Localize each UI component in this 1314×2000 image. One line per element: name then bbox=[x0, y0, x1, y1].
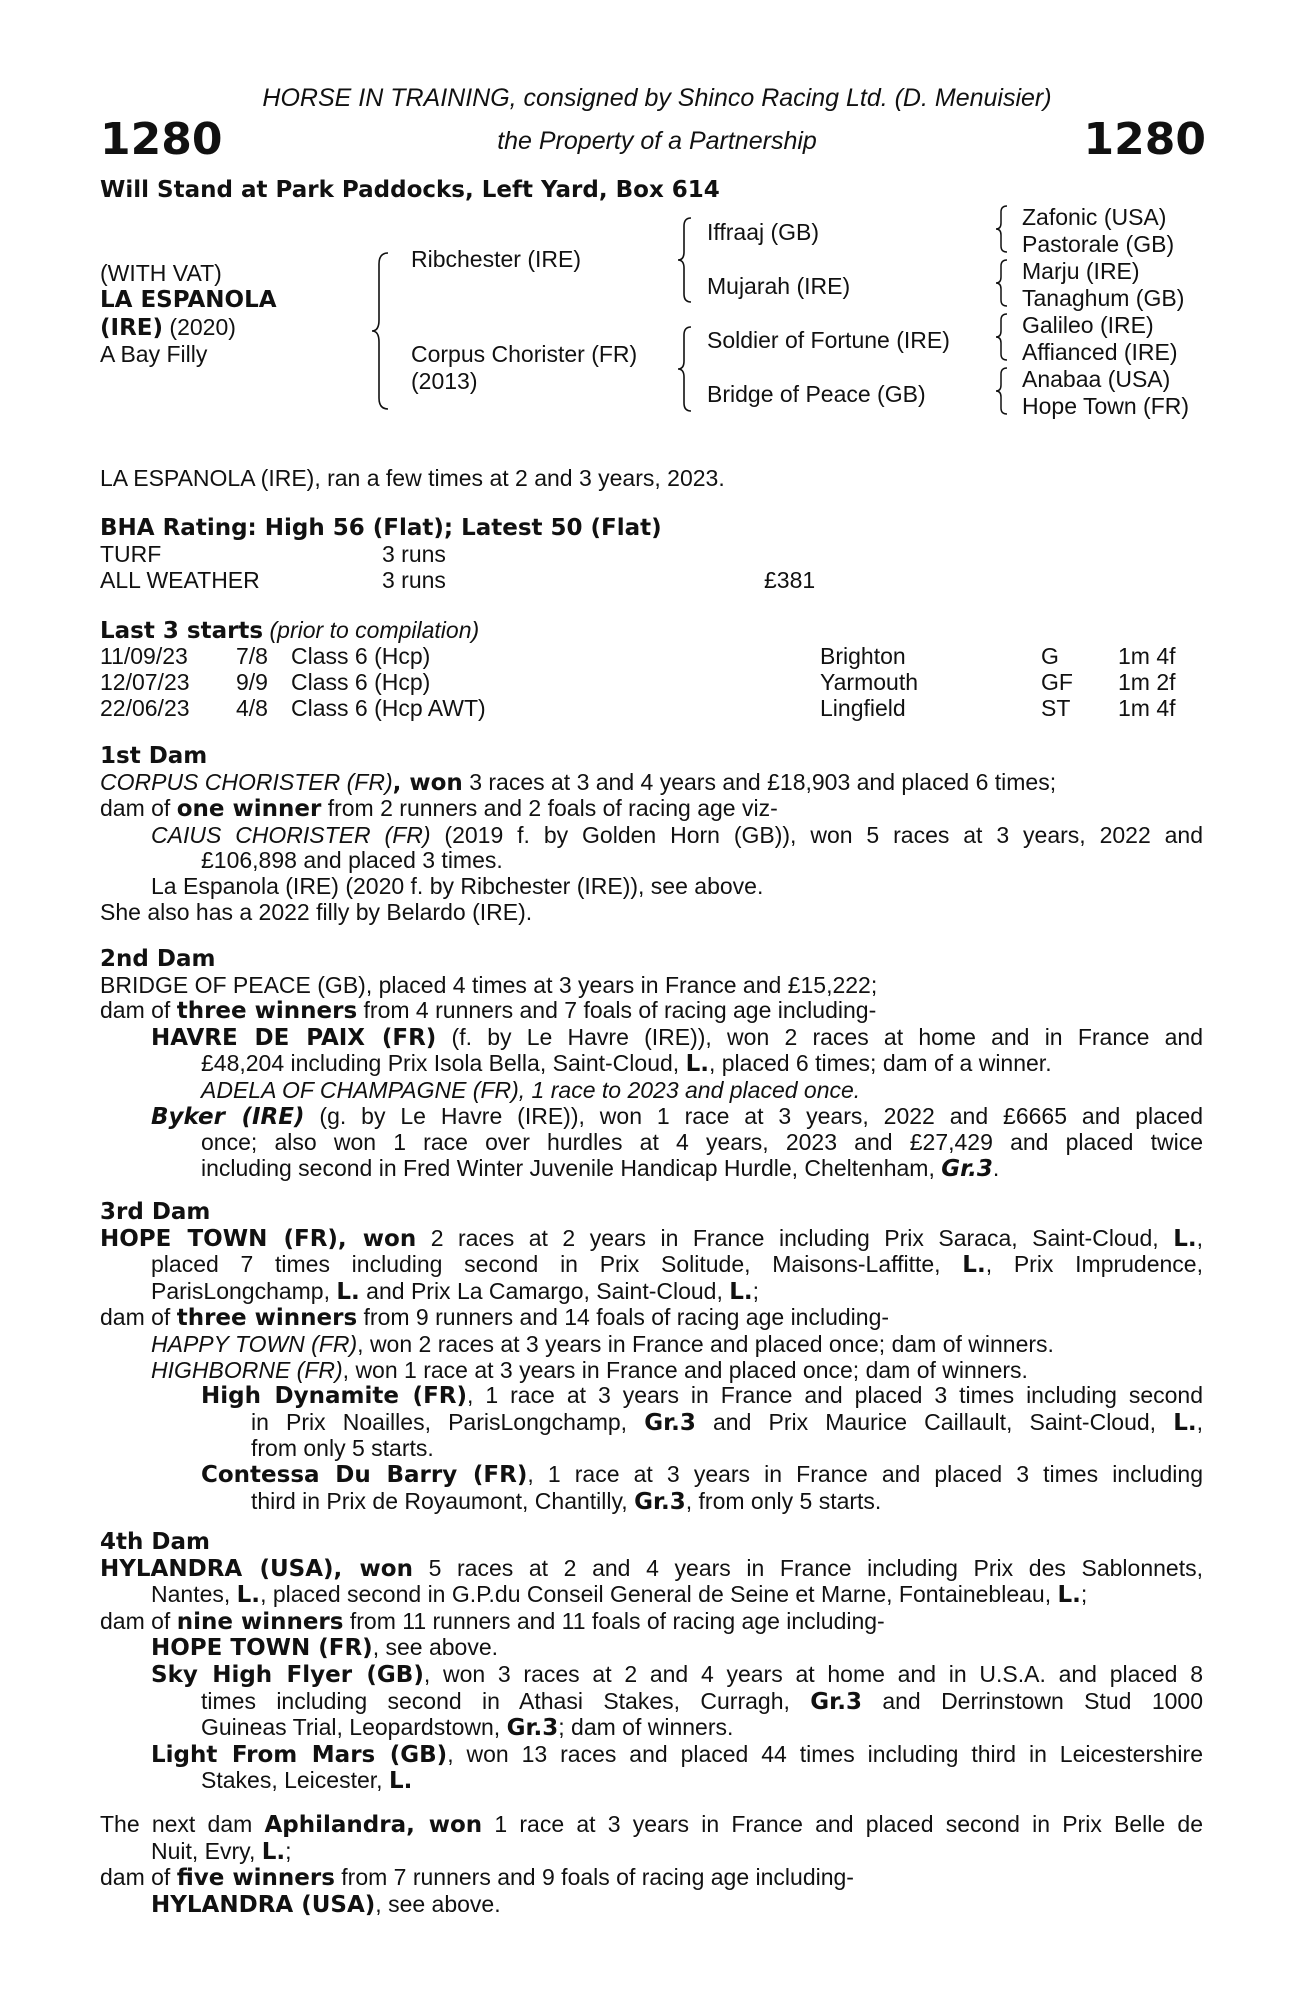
lot-number-right: 1280 bbox=[1083, 114, 1206, 165]
horse-description: A Bay Filly bbox=[100, 341, 208, 367]
section-title: 1st Dam bbox=[100, 743, 208, 769]
horse-name: LA ESPANOLA bbox=[100, 287, 277, 313]
dam-record-cont: Nantes, L., placed second in G.P.du Conseil General de Seine et Marne, Fontainebleau, L.; bbox=[151, 1581, 1088, 1609]
gen3-1: Zafonic (USA) bbox=[1022, 204, 1167, 230]
grand-foal-entry-cont: from only 5 starts. bbox=[251, 1435, 434, 1462]
rating-surface: ALL WEATHER bbox=[100, 567, 260, 593]
start-course: Yarmouth bbox=[820, 669, 919, 695]
dam-brace bbox=[676, 325, 696, 413]
dam-record-cont: ParisLongchamp, L. and Prix La Camargo, Saint-Cloud, L.; bbox=[151, 1277, 760, 1305]
dam-produce: dam of five winners from 7 runners and 9 foals of racing age including- bbox=[100, 1864, 854, 1892]
foal-entry: HOPE TOWN (FR), see above. bbox=[151, 1634, 499, 1662]
start-date: 12/07/23 bbox=[100, 669, 190, 695]
grand-foal-entry-cont: in Prix Noailles, ParisLongchamp, Gr.3 and Prix Maurice Caillault, Saint-Cloud, L., bbox=[251, 1408, 1203, 1436]
fourth-dam-section bbox=[100, 1530, 1203, 1795]
start-position: 4/8 bbox=[236, 695, 268, 721]
brace-soldier bbox=[994, 312, 1012, 362]
start-position: 9/9 bbox=[236, 669, 268, 695]
rating-surface: TURF bbox=[100, 541, 162, 567]
granddam-maternal: Bridge of Peace (GB) bbox=[707, 381, 926, 407]
foal-entry-cont: once; also won 1 race over hurdles at 4 years, 2023 and £27,429 and placed twice bbox=[201, 1129, 1203, 1156]
gen3-8: Hope Town (FR) bbox=[1022, 393, 1190, 419]
grandsire-maternal: Soldier of Fortune (IRE) bbox=[707, 327, 950, 353]
gen3-7: Anabaa (USA) bbox=[1022, 366, 1171, 392]
brace-mujarah bbox=[994, 258, 1012, 308]
start-distance: 1m 4f bbox=[1118, 643, 1176, 669]
sire-name: Ribchester (IRE) bbox=[411, 246, 581, 272]
dam-produce: dam of nine winners from 11 runners and 11 foals of racing age including- bbox=[100, 1607, 885, 1635]
section-title: 3rd Dam bbox=[100, 1199, 211, 1225]
start-date: 11/09/23 bbox=[100, 643, 188, 669]
dam-produce: dam of three winners from 4 runners and 7 foals of racing age including- bbox=[100, 997, 877, 1025]
foal-entry-cont: times including second in Athasi Stakes, Curragh, Gr.3 and Derrinstown Stud 1000 bbox=[201, 1687, 1203, 1715]
dam-note: She also has a 2022 filly by Belardo (IRE). bbox=[100, 898, 533, 925]
grandsire-paternal: Iffraaj (GB) bbox=[707, 219, 820, 245]
third-dam-section bbox=[100, 1200, 1203, 1515]
foal-entry: La Espanola (IRE) (2020 f. by Ribchester (IRE)), see above. bbox=[151, 872, 764, 899]
dam-record-cont: Nuit, Evry, L.; bbox=[151, 1837, 292, 1865]
foal-entry-cont: Guineas Trial, Leopardstown, Gr.3; dam of winners. bbox=[201, 1714, 734, 1742]
foal-entry: HAPPY TOWN (FR), won 2 races at 3 years in France and placed once; dam of winners. bbox=[151, 1330, 1054, 1357]
rating-runs: 3 runs bbox=[382, 567, 446, 593]
foal-entry-cont: Stakes, Leicester, L. bbox=[201, 1767, 413, 1795]
start-distance: 1m 2f bbox=[1118, 669, 1176, 695]
start-position: 7/8 bbox=[236, 643, 268, 669]
bha-rating-title: BHA Rating: High 56 (Flat); Latest 50 (Flat) bbox=[100, 515, 662, 541]
start-class: Class 6 (Hcp) bbox=[291, 643, 431, 669]
section-title: 2nd Dam bbox=[100, 946, 216, 972]
dam-record: HYLANDRA (USA), won 5 races at 2 and 4 years in France including Prix des Sablonnets, bbox=[100, 1554, 1203, 1582]
vat-note: (WITH VAT) bbox=[100, 260, 222, 286]
rating-prize: £381 bbox=[764, 567, 816, 593]
start-class: Class 6 (Hcp) bbox=[291, 669, 431, 695]
foal-entry-cont: £106,898 and placed 3 times. bbox=[201, 847, 503, 874]
dam-record: CORPUS CHORISTER (FR), won 3 races at 3 and 4 years and £18,903 and placed 6 times; bbox=[100, 768, 1057, 796]
foal-entry-cont: including second in Fred Winter Juvenile Handicap Hurdle, Cheltenham, Gr.3. bbox=[201, 1154, 1000, 1182]
foal-entry: CAIUS CHORISTER (FR) (2019 f. by Golden Horn (GB)), won 5 races at 3 years, 2022 and bbox=[151, 821, 1204, 848]
dam-record: BRIDGE OF PEACE (GB), placed 4 times at 3 years in France and £15,222; bbox=[100, 971, 878, 998]
next-dam-section bbox=[100, 1812, 1203, 1918]
stand-location: Will Stand at Park Paddocks, Left Yard, Box 614 bbox=[100, 177, 720, 203]
dam-produce: dam of three winners from 9 runners and 14 foals of racing age including- bbox=[100, 1304, 890, 1332]
foal-entry: HYLANDRA (USA), see above. bbox=[151, 1890, 501, 1918]
dam-record: HOPE TOWN (FR), won 2 races at 2 years in France including Prix Saraca, Saint-Cloud, L., bbox=[100, 1224, 1203, 1252]
foal-entry: Sky High Flyer (GB), won 3 races at 2 and 4 years at home and in U.S.A. and placed 8 bbox=[151, 1660, 1203, 1688]
first-dam-section bbox=[100, 744, 1203, 925]
property-line: the Property of a Partnership bbox=[497, 127, 817, 155]
dam-year: (2013) bbox=[411, 368, 478, 394]
section-title: 4th Dam bbox=[100, 1529, 210, 1555]
gen3-3: Marju (IRE) bbox=[1022, 258, 1140, 284]
grand-foal-entry: Contessa Du Barry (FR), 1 race at 3 years in France and placed 3 times including bbox=[201, 1460, 1203, 1488]
grand-foal-entry: High Dynamite (FR), 1 race at 3 years in France and placed 3 times including second bbox=[201, 1382, 1203, 1410]
start-going: GF bbox=[1041, 669, 1073, 695]
start-date: 22/06/23 bbox=[100, 695, 190, 721]
foal-entry: Byker (IRE) (g. by Le Havre (IRE)), won 1 race at 3 years, 2022 and £6665 and placed bbox=[151, 1102, 1203, 1130]
last-starts-title: Last 3 starts (prior to compilation) bbox=[100, 617, 480, 644]
brace-iffraaj bbox=[994, 204, 1012, 254]
grand-foal-entry-cont: third in Prix de Royaumont, Chantilly, Gr.3, from only 5 starts. bbox=[251, 1487, 882, 1515]
dam-produce: dam of one winner from 2 runners and 2 foals of racing age viz- bbox=[100, 795, 778, 823]
second-dam-section bbox=[100, 947, 1203, 1182]
horse-name-suffix-year: (IRE) (2020) bbox=[100, 314, 236, 341]
start-class: Class 6 (Hcp AWT) bbox=[291, 695, 486, 721]
start-going: ST bbox=[1041, 695, 1071, 721]
foal-entry: Light From Mars (GB), won 13 races and placed 44 times including third in Leicestershire bbox=[151, 1740, 1203, 1768]
foal-entry: HIGHBORNE (FR), won 1 race at 3 years in France and placed once; dam of winners. bbox=[151, 1356, 1028, 1383]
gen3-4: Tanaghum (GB) bbox=[1022, 285, 1185, 311]
sire-dam-brace bbox=[370, 250, 394, 412]
gen3-2: Pastorale (GB) bbox=[1022, 231, 1175, 257]
lot-number-left: 1280 bbox=[100, 114, 223, 165]
dam-name: Corpus Chorister (FR) bbox=[411, 341, 638, 367]
foal-entry-cont: £48,204 including Prix Isola Bella, Saint-Cloud, L., placed 6 times; dam of a winner. bbox=[201, 1050, 1052, 1078]
start-going: G bbox=[1041, 643, 1059, 669]
sire-brace bbox=[676, 216, 696, 304]
start-course: Lingfield bbox=[820, 695, 906, 721]
race-summary: LA ESPANOLA (IRE), ran a few times at 2 and 3 years, 2023. bbox=[100, 465, 725, 491]
dam-record: The next dam Aphilandra, won 1 race at 3 years in France and placed second in Prix Belle de bbox=[100, 1811, 1203, 1838]
granddam-paternal: Mujarah (IRE) bbox=[707, 273, 851, 299]
start-course: Brighton bbox=[820, 643, 906, 669]
gen3-6: Affianced (IRE) bbox=[1022, 339, 1178, 365]
brace-bridge bbox=[994, 366, 1012, 416]
consignor-line: HORSE IN TRAINING, consigned by Shinco Racing Ltd. (D. Menuisier) bbox=[262, 84, 1052, 112]
start-distance: 1m 4f bbox=[1118, 695, 1176, 721]
rating-runs: 3 runs bbox=[382, 541, 446, 567]
dam-record-cont: placed 7 times including second in Prix Solitude, Maisons-Laffitte, L., Prix Imprudence, bbox=[151, 1251, 1203, 1279]
foal-entry: HAVRE DE PAIX (FR) (f. by Le Havre (IRE)), won 2 races at home and in France and bbox=[151, 1023, 1203, 1051]
gen3-5: Galileo (IRE) bbox=[1022, 312, 1154, 338]
foal-entry: ADELA OF CHAMPAGNE (FR), 1 race to 2023 and placed once. bbox=[201, 1076, 861, 1103]
